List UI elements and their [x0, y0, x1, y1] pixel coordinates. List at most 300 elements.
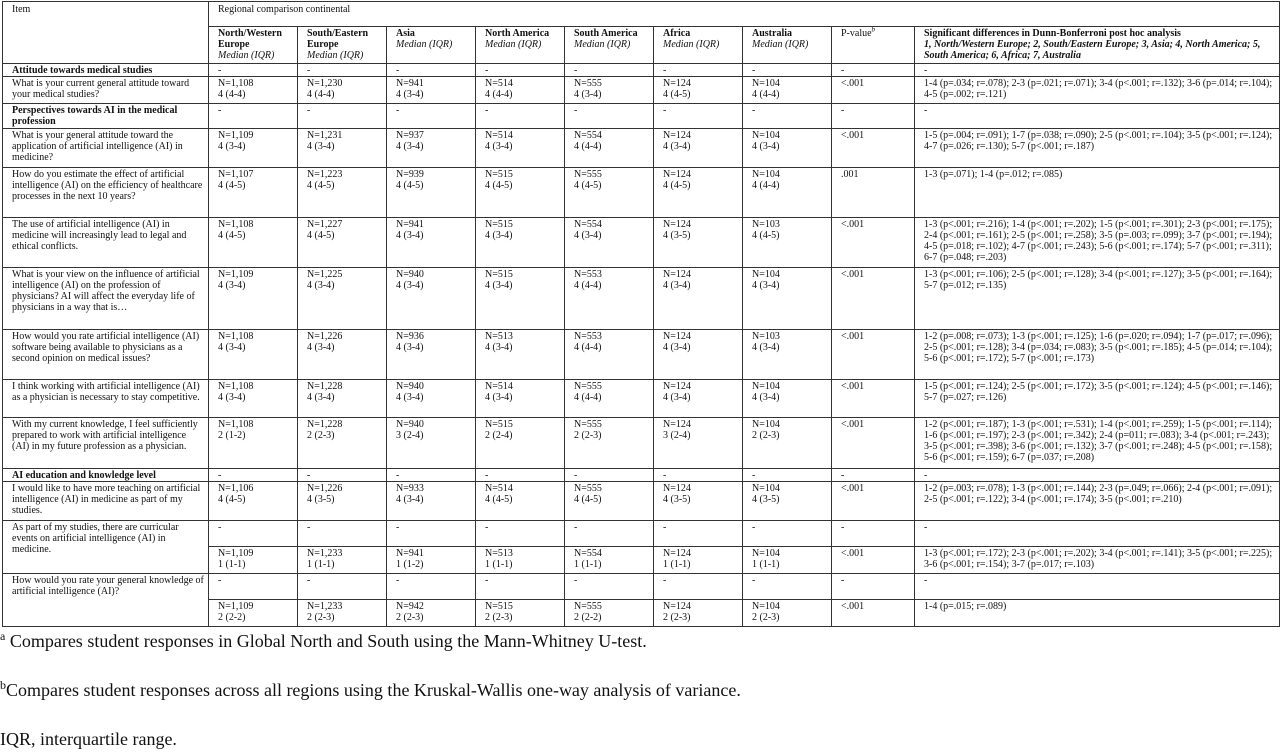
- region-cell: [654, 267, 743, 329]
- empty-cell: -: [565, 520, 654, 546]
- section-title: Attitude towards medical studies: [3, 64, 209, 77]
- region-cell: [387, 128, 476, 167]
- empty-cell: -: [915, 573, 1280, 599]
- region-cell: [565, 128, 654, 167]
- region-cell: [298, 417, 387, 468]
- median-iqr: 4 (3-4): [307, 279, 335, 291]
- empty-cell: -: [209, 520, 298, 546]
- median-iqr: 2 (2-3): [752, 429, 780, 441]
- sample-size: N=1,227: [307, 218, 343, 230]
- sample-size: N=124: [663, 129, 691, 141]
- region-cell: [298, 599, 387, 626]
- section-row: [3, 64, 1280, 77]
- region-cell: [298, 167, 387, 217]
- median-iqr: 4 (3-4): [485, 341, 513, 353]
- table-row: [3, 573, 1280, 599]
- region-cell: [298, 481, 387, 520]
- region-cell: [387, 417, 476, 468]
- median-iqr: 1 (1-1): [574, 559, 602, 571]
- median-iqr: 2 (2-4): [485, 429, 513, 441]
- median-iqr: 4 (3-4): [663, 341, 691, 353]
- empty-cell: -: [832, 64, 915, 77]
- empty-cell: -: [298, 573, 387, 599]
- sample-size: N=515: [485, 218, 513, 230]
- region-cell: [387, 267, 476, 329]
- sample-size: N=554: [574, 218, 602, 230]
- median-iqr: 3 (2-4): [396, 429, 424, 441]
- empty-cell: -: [387, 104, 476, 128]
- region-subheader: Median (IQR): [663, 39, 720, 51]
- pvalue-footnote-mark: b: [871, 26, 876, 34]
- region-cell: [209, 267, 298, 329]
- median-iqr: 4 (4-5): [663, 89, 691, 101]
- region-header: [209, 27, 298, 64]
- sample-size: N=553: [574, 330, 602, 342]
- sample-size: N=555: [574, 380, 602, 392]
- table-row: [3, 329, 1280, 379]
- region-cell: [476, 128, 565, 167]
- region-cell: [209, 546, 298, 573]
- empty-cell: -: [915, 520, 1280, 546]
- region-subheader: Median (IQR): [574, 39, 631, 51]
- region-header: [476, 27, 565, 64]
- median-iqr: 3 (2-4): [663, 429, 691, 441]
- empty-cell: -: [915, 468, 1280, 481]
- region-cell: [654, 481, 743, 520]
- sample-size: N=515: [485, 168, 513, 180]
- item-text: I think working with artificial intelligence (AI) as a physician is necessary to stay competitive.: [3, 379, 209, 417]
- footnote-iqr: IQR, interquartile range.: [0, 729, 177, 749]
- sample-size: N=940: [396, 418, 424, 430]
- sample-size: N=553: [574, 268, 602, 280]
- empty-cell: -: [387, 520, 476, 546]
- median-iqr: 4 (4-5): [307, 229, 335, 241]
- posthoc-results: 1-2 (p=.008; r=.073); 1-3 (p<.001; r=.125); 1-6 (p=.020; r=.094); 1-7 (p=.017; r=.096); 2-5 (p<.001; r=.128); 3-4 (p=.034; r=.083); 3-5 (p<.001; r=.185); 4-5 (p=.014; r=.104); 5-6 (p<.001; r=.172); 5-7 (p<.001; r=.173): [915, 329, 1280, 379]
- median-iqr: 4 (4-4): [485, 89, 513, 101]
- region-name: Africa: [663, 28, 691, 39]
- empty-cell: -: [476, 573, 565, 599]
- median-iqr: 4 (3-4): [752, 279, 780, 291]
- median-iqr: 4 (4-5): [218, 179, 246, 191]
- region-header: [743, 27, 832, 64]
- median-iqr: 4 (3-4): [752, 341, 780, 353]
- median-iqr: 4 (3-4): [396, 494, 424, 506]
- median-iqr: 4 (4-5): [663, 179, 691, 191]
- empty-cell: -: [209, 573, 298, 599]
- region-cell: [298, 217, 387, 267]
- sample-size: N=124: [663, 78, 691, 90]
- table-row: [3, 520, 1280, 546]
- median-iqr: 4 (3-4): [574, 229, 602, 241]
- empty-cell: -: [654, 468, 743, 481]
- median-iqr: 4 (3-4): [396, 89, 424, 101]
- median-iqr: 2 (2-2): [218, 612, 246, 624]
- posthoc-results: 1-4 (p=.034; r=.078); 2-3 (p=.021; r=.071); 3-4 (p<.001; r=.132); 3-6 (p=.014; r=.104); 4-5 (p=.002; r=.121): [915, 77, 1280, 104]
- posthoc-results: 1-3 (p=.071); 1-4 (p=.012; r=.085): [915, 167, 1280, 217]
- region-cell: [565, 167, 654, 217]
- p-value: <.001: [832, 481, 915, 520]
- empty-cell: -: [298, 64, 387, 77]
- median-iqr: 4 (3-5): [752, 494, 780, 506]
- region-cell: [743, 217, 832, 267]
- median-iqr: 4 (4-5): [218, 229, 246, 241]
- median-iqr: 2 (2-3): [752, 612, 780, 624]
- sample-size: N=104: [752, 268, 780, 280]
- region-name: North America: [485, 28, 550, 39]
- median-iqr: 2 (1-2): [218, 429, 246, 441]
- median-iqr: 4 (3-4): [396, 279, 424, 291]
- region-cell: [298, 128, 387, 167]
- median-iqr: 4 (4-4): [752, 179, 780, 191]
- region-cell: [209, 417, 298, 468]
- sample-size: N=555: [574, 482, 602, 494]
- region-cell: [476, 379, 565, 417]
- header-row-1: [3, 2, 1280, 27]
- posthoc-header: [915, 27, 1280, 64]
- item-text: What is your current general attitude toward your medical studies?: [3, 77, 209, 104]
- sample-size: N=1,109: [218, 547, 254, 559]
- item-text: How would you rate your general knowledge of artificial intelligence (AI)?: [3, 573, 209, 626]
- region-cell: [565, 77, 654, 104]
- region-cell: [743, 329, 832, 379]
- sample-size: N=1,228: [307, 418, 343, 430]
- empty-cell: -: [915, 104, 1280, 128]
- region-cell: [654, 167, 743, 217]
- sample-size: N=513: [485, 330, 513, 342]
- region-cell: [743, 481, 832, 520]
- sample-size: N=555: [574, 418, 602, 430]
- posthoc-results: 1-5 (p<.001; r=.124); 2-5 (p<.001; r=.172); 3-5 (p<.001; r=.124); 4-5 (p<.001; r=.146); 5-7 (p=.027; r=.126): [915, 379, 1280, 417]
- pvalue-header: [832, 27, 915, 64]
- region-cell: [743, 128, 832, 167]
- region-cell: [209, 379, 298, 417]
- sample-size: N=941: [396, 218, 424, 230]
- p-value: <.001: [832, 379, 915, 417]
- median-iqr: 1 (1-2): [396, 559, 424, 571]
- posthoc-results: 1-3 (p<.001; r=.216); 1-4 (p<.001; r=.202); 1-5 (p<.001; r=.301); 2-3 (p<.001; r=.175); 2-4 (p<.001; r=.161); 2-5 (p<.001; r=.258); 3-5 (p=.003; r=.099); 3-7 (p<.001; r=.194); 4-5 (p=.018; r=.102); 4-7 (p<.001; r=.243); 5-6 (p<.001; r=.174); 5-7 (p<.001; r=.311); 6-7 (p=.048; r=.203): [915, 217, 1280, 267]
- region-subheader: Median (IQR): [396, 39, 453, 51]
- sample-size: N=104: [752, 482, 780, 494]
- sample-size: N=103: [752, 218, 780, 230]
- sample-size: N=104: [752, 78, 780, 90]
- region-header: [387, 27, 476, 64]
- region-cell: [387, 77, 476, 104]
- table-row: [3, 481, 1280, 520]
- median-iqr: 4 (3-4): [396, 341, 424, 353]
- region-cell: [476, 546, 565, 573]
- median-iqr: 4 (3-4): [485, 140, 513, 152]
- table-row: [3, 77, 1280, 104]
- sample-size: N=514: [485, 129, 513, 141]
- p-value: .001: [832, 167, 915, 217]
- sample-size: N=1,109: [218, 129, 254, 141]
- sample-size: N=515: [485, 600, 513, 612]
- posthoc-results: 1-5 (p=.004; r=.091); 1-7 (p=.038; r=.090); 2-5 (p<.001; r=.104); 3-5 (p<.001; r=.124); 4-7 (p=.026; r=.130); 5-7 (p<.001; r=.187): [915, 128, 1280, 167]
- results-table: [2, 1, 1280, 627]
- sample-size: N=936: [396, 330, 424, 342]
- sample-size: N=124: [663, 330, 691, 342]
- median-iqr: 4 (4-4): [574, 279, 602, 291]
- median-iqr: 4 (4-5): [752, 229, 780, 241]
- sample-size: N=554: [574, 547, 602, 559]
- p-value: <.001: [832, 329, 915, 379]
- empty-cell: -: [743, 468, 832, 481]
- region-cell: [654, 217, 743, 267]
- empty-cell: -: [654, 104, 743, 128]
- section-title: Perspectives towards AI in the medical profession: [3, 104, 209, 128]
- region-cell: [565, 329, 654, 379]
- median-iqr: 4 (4-5): [307, 179, 335, 191]
- region-cell: [476, 217, 565, 267]
- table-row: [3, 128, 1280, 167]
- empty-cell: -: [476, 64, 565, 77]
- p-value: <.001: [832, 217, 915, 267]
- empty-cell: -: [915, 64, 1280, 77]
- sample-size: N=939: [396, 168, 424, 180]
- empty-cell: -: [298, 468, 387, 481]
- region-name: Australia: [752, 28, 792, 39]
- median-iqr: 4 (3-4): [307, 140, 335, 152]
- region-cell: [298, 267, 387, 329]
- empty-cell: -: [832, 520, 915, 546]
- region-cell: [654, 128, 743, 167]
- sample-size: N=555: [574, 168, 602, 180]
- footnote-b-mark: b: [0, 678, 6, 692]
- item-text: What is your view on the influence of artificial intelligence (AI) on the profession of physicians? AI will affect the everyday life of physicians in a way that is…: [3, 267, 209, 329]
- table-row: [3, 217, 1280, 267]
- empty-cell: -: [387, 468, 476, 481]
- median-iqr: 4 (3-4): [574, 89, 602, 101]
- region-name: South America: [574, 28, 638, 39]
- median-iqr: 1 (1-1): [663, 559, 691, 571]
- median-iqr: 4 (3-4): [485, 279, 513, 291]
- median-iqr: 4 (3-4): [396, 229, 424, 241]
- sample-size: N=1,231: [307, 129, 343, 141]
- sample-size: N=124: [663, 168, 691, 180]
- sample-size: N=514: [485, 78, 513, 90]
- region-cell: [209, 167, 298, 217]
- region-cell: [743, 417, 832, 468]
- median-iqr: 4 (3-4): [752, 391, 780, 403]
- region-cell: [387, 329, 476, 379]
- sample-size: N=1,233: [307, 600, 343, 612]
- posthoc-results: 1-3 (p<.001; r=.172); 2-3 (p<.001; r=.202); 3-4 (p<.001; r=.141); 3-5 (p<.001; r=.225); 3-6 (p<.001; r=.154); 3-7 (p=.017; r=.103): [915, 546, 1280, 573]
- region-header: [654, 27, 743, 64]
- sample-size: N=1,108: [218, 380, 254, 392]
- median-iqr: 1 (1-1): [485, 559, 513, 571]
- region-cell: [387, 546, 476, 573]
- region-cell: [565, 481, 654, 520]
- sample-size: N=1,108: [218, 418, 254, 430]
- region-cell: [743, 167, 832, 217]
- posthoc-results: 1-3 (p<.001; r=.106); 2-5 (p<.001; r=.128); 3-4 (p<.001; r=.127); 3-5 (p<.001; r=.164); 5-7 (p=.012; r=.135): [915, 267, 1280, 329]
- p-value: <.001: [832, 267, 915, 329]
- sample-size: N=1,225: [307, 268, 343, 280]
- sample-size: N=941: [396, 78, 424, 90]
- sample-size: N=942: [396, 600, 424, 612]
- median-iqr: 2 (2-3): [574, 429, 602, 441]
- sample-size: N=1,226: [307, 330, 343, 342]
- item-header: Item: [3, 2, 209, 64]
- item-text: With my current knowledge, I feel sufficiently prepared to work with artificial intelligence (AI) in my future profession as a physician.: [3, 417, 209, 468]
- region-cell: [654, 599, 743, 626]
- median-iqr: 1 (1-1): [218, 559, 246, 571]
- median-iqr: 2 (2-3): [396, 612, 424, 624]
- item-text: As part of my studies, there are curricular events on artificial intelligence (AI) in medicine.: [3, 520, 209, 573]
- region-name: Asia: [396, 28, 415, 39]
- region-cell: [387, 481, 476, 520]
- sample-size: N=554: [574, 129, 602, 141]
- sample-size: N=124: [663, 380, 691, 392]
- sample-size: N=1,109: [218, 600, 254, 612]
- region-cell: [565, 267, 654, 329]
- empty-cell: -: [209, 104, 298, 128]
- region-subheader: Median (IQR): [485, 39, 542, 51]
- table-row: [3, 167, 1280, 217]
- region-cell: [387, 167, 476, 217]
- sample-size: N=124: [663, 418, 691, 430]
- item-text: What is your general attitude toward the application of artificial intelligence (AI) in medicine?: [3, 128, 209, 167]
- region-cell: [298, 329, 387, 379]
- sample-size: N=514: [485, 380, 513, 392]
- table-row: [3, 267, 1280, 329]
- sample-size: N=555: [574, 600, 602, 612]
- sample-size: N=1,106: [218, 482, 254, 494]
- region-cell: [565, 379, 654, 417]
- empty-cell: -: [565, 573, 654, 599]
- region-cell: [654, 546, 743, 573]
- table-row: [3, 379, 1280, 417]
- empty-cell: -: [476, 468, 565, 481]
- median-iqr: 4 (4-4): [218, 89, 246, 101]
- p-value: <.001: [832, 546, 915, 573]
- sample-size: N=940: [396, 268, 424, 280]
- sample-size: N=103: [752, 330, 780, 342]
- region-cell: [209, 599, 298, 626]
- median-iqr: 4 (4-5): [396, 179, 424, 191]
- sample-size: N=941: [396, 547, 424, 559]
- region-cell: [298, 77, 387, 104]
- sample-size: N=124: [663, 600, 691, 612]
- empty-cell: -: [298, 520, 387, 546]
- region-subheader: Median (IQR): [307, 50, 364, 62]
- median-iqr: 4 (4-5): [485, 179, 513, 191]
- group-header: Regional comparison continental: [209, 2, 1280, 27]
- section-row: [3, 468, 1280, 481]
- p-value: <.001: [832, 77, 915, 104]
- sample-size: N=937: [396, 129, 424, 141]
- footnote-a-mark: a: [0, 629, 6, 643]
- empty-cell: -: [743, 64, 832, 77]
- region-cell: [565, 417, 654, 468]
- median-iqr: 2 (2-3): [307, 429, 335, 441]
- empty-cell: -: [743, 520, 832, 546]
- region-cell: [209, 329, 298, 379]
- region-cell: [298, 546, 387, 573]
- sample-size: N=1,226: [307, 482, 343, 494]
- region-cell: [209, 128, 298, 167]
- sample-size: N=124: [663, 482, 691, 494]
- region-cell: [743, 599, 832, 626]
- footnote-a-text: Compares student responses in Global North and South using the Mann-Whitney U-test.: [5, 631, 647, 651]
- region-cell: [209, 217, 298, 267]
- median-iqr: 4 (3-4): [307, 341, 335, 353]
- median-iqr: 4 (3-4): [485, 229, 513, 241]
- region-cell: [743, 546, 832, 573]
- sample-size: N=124: [663, 268, 691, 280]
- region-cell: [565, 546, 654, 573]
- table-row: [3, 417, 1280, 468]
- median-iqr: 4 (4-4): [574, 341, 602, 353]
- empty-cell: -: [565, 64, 654, 77]
- empty-cell: -: [565, 468, 654, 481]
- empty-cell: -: [743, 104, 832, 128]
- median-iqr: 4 (3-5): [663, 229, 691, 241]
- region-cell: [209, 77, 298, 104]
- median-iqr: 2 (2-2): [574, 612, 602, 624]
- region-cell: [654, 77, 743, 104]
- sample-size: N=104: [752, 547, 780, 559]
- pvalue-label: P-value: [841, 28, 872, 39]
- sample-size: N=104: [752, 600, 780, 612]
- sample-size: N=1,107: [218, 168, 254, 180]
- region-cell: [476, 481, 565, 520]
- median-iqr: 1 (1-1): [307, 559, 335, 571]
- region-cell: [476, 417, 565, 468]
- median-iqr: 4 (3-4): [218, 140, 246, 152]
- median-iqr: 4 (3-4): [218, 391, 246, 403]
- p-value: <.001: [832, 599, 915, 626]
- region-cell: [654, 329, 743, 379]
- empty-cell: -: [654, 64, 743, 77]
- posthoc-results: 1-2 (p=.003; r=.078); 1-3 (p<.001; r=.144); 2-3 (p=.049; r=.066); 2-4 (p<.001; r=.091); 2-5 (p<.001; r=.122); 3-4 (p<.001; r=.174); 3-5 (p<.001; r=.210): [915, 481, 1280, 520]
- sample-size: N=1,109: [218, 268, 254, 280]
- region-cell: [387, 217, 476, 267]
- region-cell: [476, 77, 565, 104]
- empty-cell: -: [832, 573, 915, 599]
- median-iqr: 2 (2-3): [485, 612, 513, 624]
- item-text: How would you rate artificial intelligence (AI) software being available to physicians as a second opinion on medical issues?: [3, 329, 209, 379]
- region-cell: [565, 217, 654, 267]
- sample-size: N=1,228: [307, 380, 343, 392]
- sample-size: N=515: [485, 268, 513, 280]
- sample-size: N=1,230: [307, 78, 343, 90]
- sample-size: N=104: [752, 168, 780, 180]
- sample-size: N=1,108: [218, 330, 254, 342]
- sample-size: N=124: [663, 218, 691, 230]
- p-value: <.001: [832, 417, 915, 468]
- empty-cell: -: [476, 104, 565, 128]
- median-iqr: 4 (3-4): [485, 391, 513, 403]
- region-cell: [654, 379, 743, 417]
- empty-cell: -: [832, 104, 915, 128]
- region-subheader: Median (IQR): [752, 39, 809, 51]
- region-cell: [209, 481, 298, 520]
- footnote-a: [0, 631, 647, 652]
- empty-cell: -: [654, 573, 743, 599]
- median-iqr: 4 (4-5): [574, 179, 602, 191]
- p-value: <.001: [832, 128, 915, 167]
- region-header: [298, 27, 387, 64]
- sample-size: N=515: [485, 418, 513, 430]
- median-iqr: 4 (3-4): [663, 279, 691, 291]
- empty-cell: -: [476, 520, 565, 546]
- median-iqr: 1 (1-1): [752, 559, 780, 571]
- median-iqr: 4 (4-5): [218, 494, 246, 506]
- posthoc-title: Significant differences in Dunn-Bonferroni post hoc analysis: [924, 28, 1181, 39]
- region-name: North/Western Europe: [218, 28, 282, 51]
- empty-cell: -: [565, 104, 654, 128]
